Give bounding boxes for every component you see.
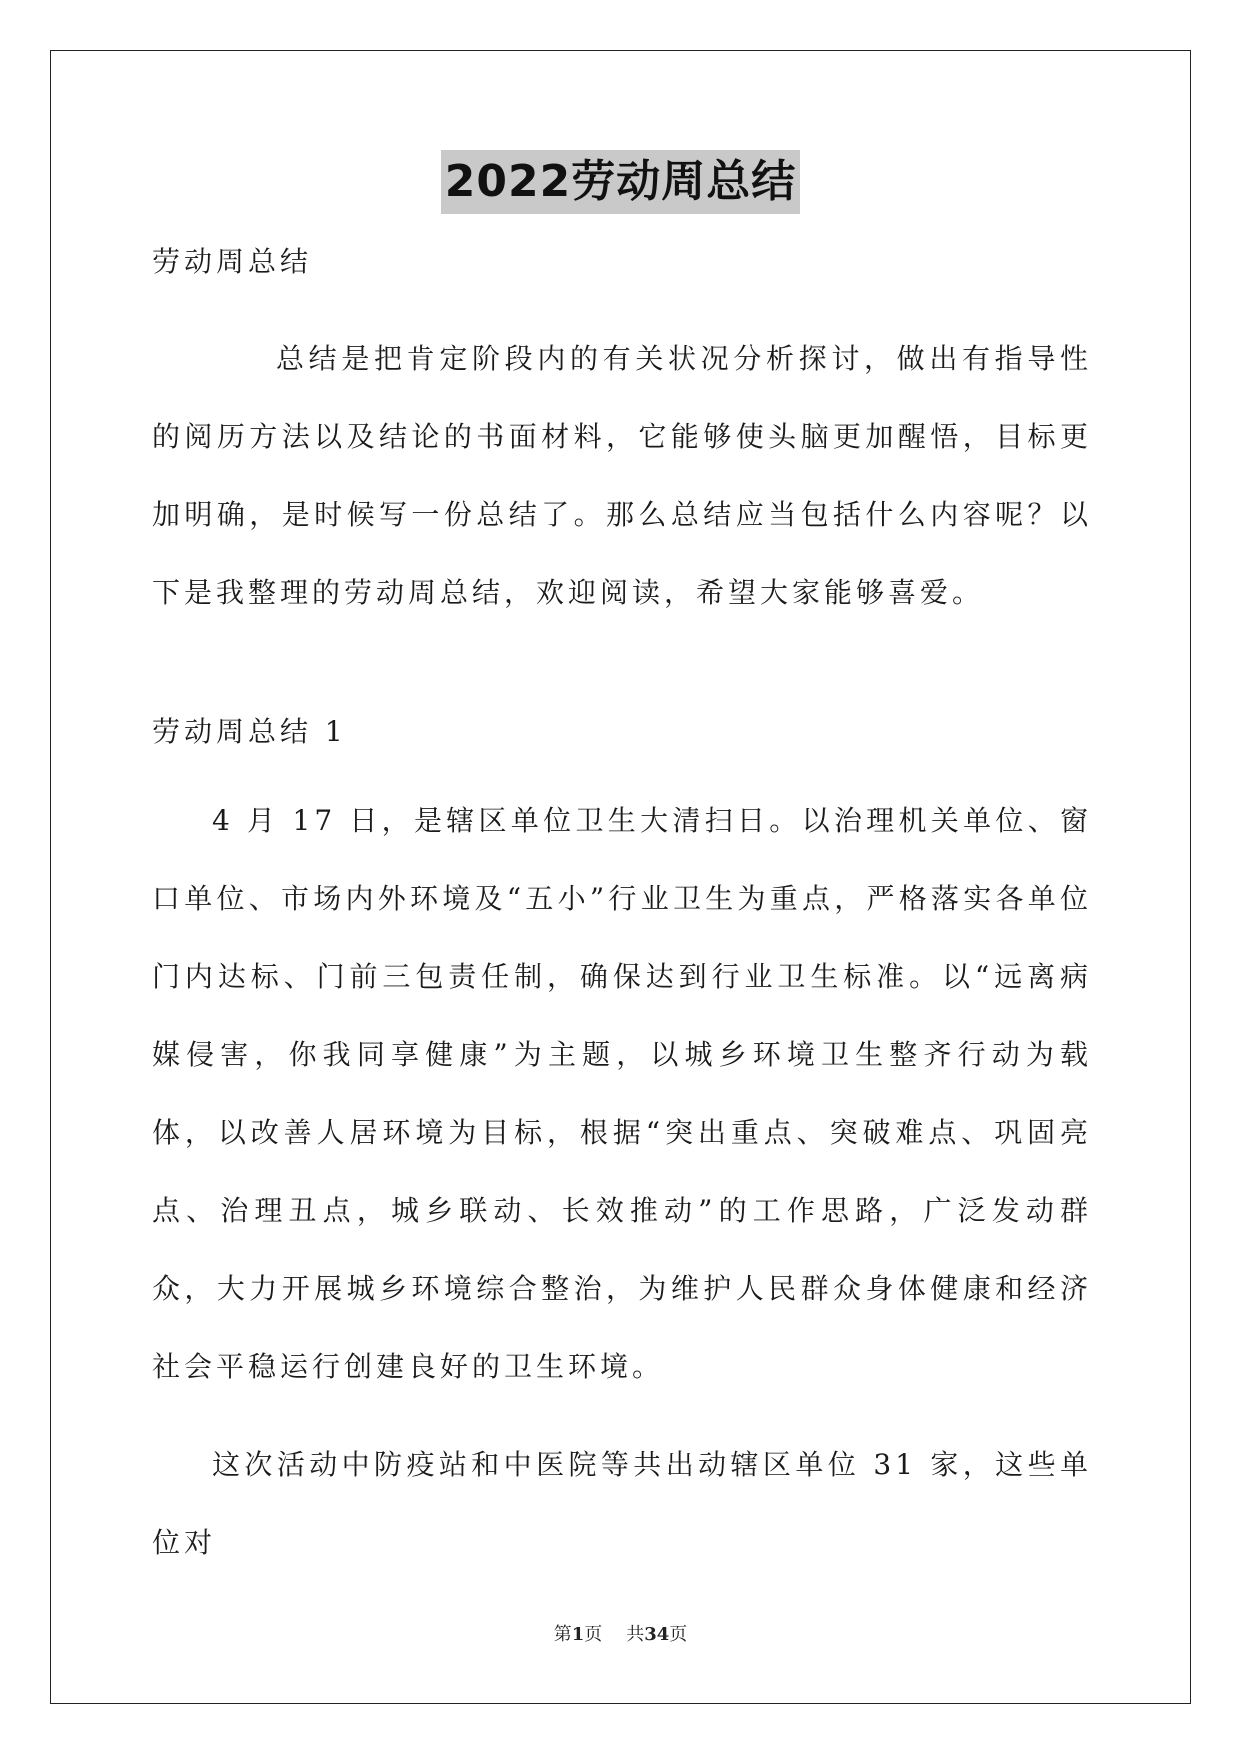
page-footer	[0, 1620, 1241, 1646]
total-suffix: 页	[669, 1624, 688, 1645]
document-subtitle: 劳动周总结	[152, 245, 313, 278]
document-title: 2022劳动周总结	[441, 150, 800, 214]
page-suffix: 页	[584, 1624, 603, 1645]
total-prefix: 共	[626, 1624, 645, 1645]
total-pages: 34	[644, 1624, 670, 1645]
body-paragraph-1: 4 月 17 日，是辖区单位卫生大清扫日。以治理机关单位、窗口单位、市场内外环境及“五小”行业卫生为重点，严格落实各单位门内达标、门前三包责任制，确保达到行业卫生标准。以“远离病媒侵害，你我同享健康”为主题，以城乡环境卫生整齐行动为载体，以改善人居环境为目标，根据“突出重点、突破难点、巩固亮点、治理丑点，城乡联动、长效推动”的工作思路，广泛发动群众，大力开展城乡环境综合整治，为维护人民群众身体健康和经济社会平稳运行创建良好的卫生环境。	[152, 804, 1092, 1383]
body-paragraph-2: 这次活动中防疫站和中医院等共出动辖区单位 31 家，这些单位对	[152, 1448, 1092, 1559]
title-container	[0, 150, 1241, 214]
page-prefix: 第	[553, 1624, 572, 1645]
section-heading: 劳动周总结 1	[152, 715, 347, 748]
page-number: 1	[571, 1624, 585, 1645]
intro-paragraph: 总结是把肯定阶段内的有关状况分析探讨，做出有指导性的阅历方法以及结论的书面材料，它能够使头脑更加醒悟，目标更加明确，是时候写一份总结了。那么总结应当包括什么内容呢？以下是我整理的劳动周总结，欢迎阅读，希望大家能够喜爱。	[152, 342, 1092, 609]
document-body	[152, 242, 1092, 1582]
